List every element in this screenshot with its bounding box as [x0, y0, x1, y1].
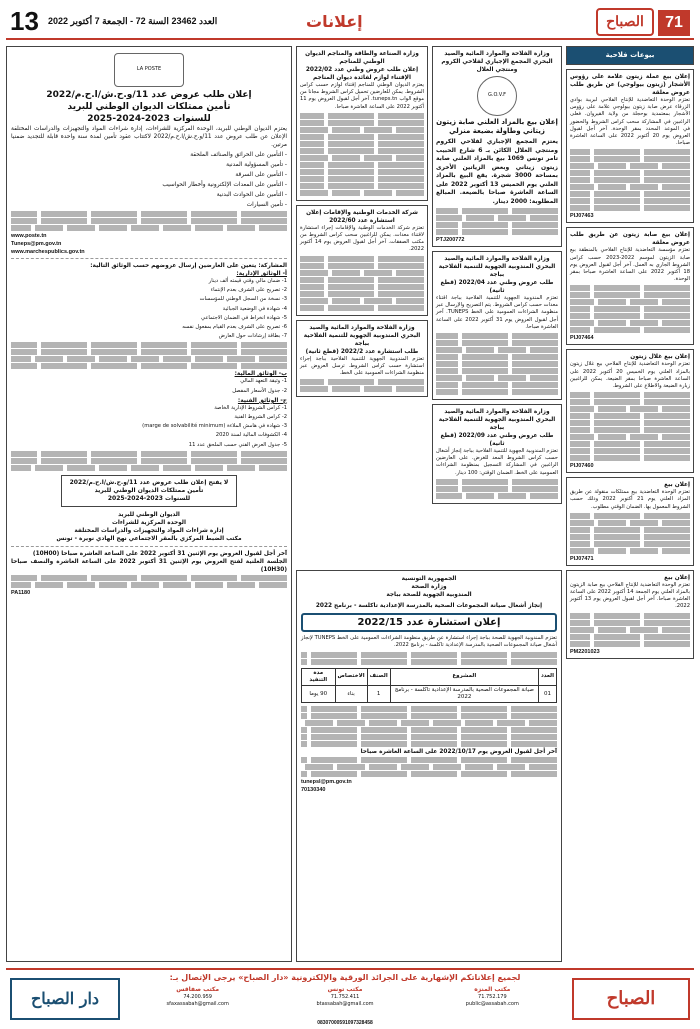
doc-item: 4- شهادة في الوضعية الجبائية — [222, 305, 287, 312]
section-title: إعلانات — [306, 12, 363, 31]
office-name: مكتب تونس — [327, 986, 363, 993]
ad-beja-tender-09 — [432, 404, 562, 504]
doc-item: 2- جدول الأسعار المفصل — [232, 387, 287, 394]
column-mines-office — [296, 46, 428, 566]
ad-body: تعتزم الوحدة التعاضدية للإنتاج الفلاحي لبريبة بوادي الزرقاء عرض صابة زيتون بيولوجي علامة على رؤوس الأشجار بمعتمدية بوحجلة من ولاية القيروان. فعلى الراغبين في المشاركة سحب كراس الشروط والحضور في الموعد المحدد بمقر الوحدة. آخر أجل لقبول العروض يوم 20 أكتوبر 2022 على الساعة العاشرة صباحا. — [570, 97, 690, 147]
footer-headline: لجميع إعلاناتكم الإشهارية على الجرائد الورقية والإلكترونية «دار الصباح» يرجى الإتصال بـ: — [169, 973, 521, 982]
gov-emblem-icon: G.O.V.F — [477, 76, 517, 116]
ministry-heading: وزارة الصناعة والطاقة والمناجم الديوان الوطني للمناجم — [305, 51, 419, 65]
ad-postal-insurance-tender — [6, 46, 292, 962]
table-header: العدد — [538, 668, 556, 685]
doc-item: 1- ضمان مالي وقتي قيمته ألف دينار — [208, 278, 287, 284]
table-header: الاختصاص — [335, 668, 367, 685]
table-header: الصنف — [367, 668, 390, 685]
ad-title: طلب عروض وطني عدد 2022/09 (قطع ثانية) — [440, 433, 554, 448]
ad-olive-sale-2 — [566, 227, 694, 345]
ad-ref: PM2201023 — [570, 648, 600, 655]
public-markets-link[interactable]: www.marchespublics.gov.tn — [11, 249, 85, 255]
ministry-heading: وزارة الفلاحة والموارد المائية والصيد البحري المندوبية الجهوية للتنمية الفلاحية بباجة — [438, 256, 556, 278]
table-header: مدة التنفيذ — [302, 668, 336, 685]
doc-item: 5- جدول العرض الفني حسب الملحق عدد 11 — [188, 441, 287, 448]
office-tunis — [421, 986, 564, 1022]
page-footer — [6, 968, 694, 1024]
column-vineyard-group — [432, 46, 562, 566]
issue-line: العدد 23462 السنة 72 - الجمعة 7 أكتوبر 2022 — [48, 16, 218, 26]
ad-body: تعتزم المندوبية الجهوية للتنمية الفلاحية بباجة اقتناء معدات حسب كراس الشروط. يتم التصريح والإرسال عبر منظومة الشراءات العمومية على الخط TUNEPS. آخر أجل لقبول العروض يوم 31 أكتوبر 2022 على الساعة العاشرة صباحا. — [436, 295, 559, 330]
office-email[interactable]: sfaxassabah@gmail.com — [166, 1001, 229, 1007]
agri-sales-title-box — [566, 46, 694, 65]
ad-ref: PA1180 — [11, 589, 31, 596]
doc-item: 6- تصريح على الشرف بعدم القيام بمفعول نفسه — [182, 324, 287, 331]
ad-heading: إعلان بيع صابة زيتون عن طريق طلب عروض مغلقة — [570, 232, 690, 247]
admin-docs-title: أ- الوثائق الإدارية: — [236, 271, 287, 277]
ad-ref: PTJ200772 — [436, 237, 465, 243]
doc-item: 4- الكشوفات المالية لسنة 2020 — [215, 432, 287, 439]
poste-logo-icon: LA POSTE — [114, 53, 184, 87]
ad-title: إعلان بيع بالمزاد العلني صابة زيتون زيتاني وطاولة بضيعة منزلي — [436, 118, 558, 135]
opening-line: الجلسة العلنية لفتح العروض يوم الإثنين 31 أكتوبر 2022 على الساعة العاشرة والنصف صباحا (10H30) — [11, 558, 287, 573]
office-sfax — [126, 986, 269, 1022]
ad-body: تعتزم الوحدة التعاضدية للإنتاج الفلاحي بيع غلال زيتون بالمزاد العلني يوم الخميس 20 أكتوبر 2022 على الساعة العاشرة صباحا بمقر الضيعة. يمكن للراغبين زيارة الضيعة والاطلاع على الشروط. — [570, 361, 691, 390]
poste-website-link[interactable]: www.poste.tn — [11, 233, 47, 239]
footer-account-line: 08307000591097328458 — [317, 1020, 373, 1026]
doc-item: 1- وثيقة التعهد المالي — [240, 378, 287, 385]
table-cell: 1 — [367, 686, 390, 703]
ad-mines-tender — [296, 46, 428, 201]
insurance-item: - التأمين على الحرائق والصنائف الملحقة — [190, 152, 287, 158]
page-header — [6, 6, 694, 40]
ad-body: تعتزم الوحدة التعاضدية بيع ممتلكات منقولة عن طريق المزاد العلني يوم 21 أكتوبر 2022 وذلك حسب الشروط المعمول بها. الضمان الوقتي مطلوب. — [570, 489, 690, 510]
tender-title: إعلان طلب عروض عدد 11/و.ح.ش/ا.ح.م/2022 تأمين ممتلكات الديوان الوطني للبريد للسنوات 2023-2024-2025 — [46, 90, 252, 124]
ad-heading: إعلان بيع — [664, 574, 690, 581]
conditions-title: المشاركة: يتعين على العارضين إرسال عروضهم حسب الوثائق التالية: — [90, 263, 287, 269]
ministry-heading: وزارة الفلاحة والموارد المائية والصيد البحري المندوبية الجهوية للتنمية الفلاحية بباجة — [438, 409, 556, 432]
ad-olive-sale-4 — [566, 477, 694, 566]
ad-title: طلب عروض وطني عدد 2022/04 (قطع ثانية) — [440, 280, 554, 294]
envelope-label-box: لا يفتح إعلان طلب عروض عدد 11/و.ح.ش/ا.ح.م/2022 تأمين ممتلكات الديوان الوطني للبريد للسنوات 2023-2024-2025 — [61, 475, 237, 507]
tech-docs-title: ج- الوثائق الفنية: — [237, 397, 287, 404]
ad-body: تعتزم مؤسسة التعاضدية للإنتاج الفلاحي بالمنطقة بيع صابة الزيتون لموسم 2022-2023 حسب كراس الشروط الجاري به العمل. آخر أجل لقبول العروض يوم 18 أكتوبر 2022 على الساعة العاشرة صباحا بمقر الوحدة. — [570, 247, 690, 283]
column-agri-sales — [566, 46, 694, 962]
ministry-heading: وزارة الفلاحة والموارد المائية والصيد البحري المندوبية الجهوية للتنمية الفلاحية بباجة — [303, 324, 421, 347]
footer-offices — [126, 986, 564, 1022]
newspaper-logo: الصباح — [596, 8, 654, 36]
consultation-banner: إعلان استشارة عدد 2022/15 — [301, 613, 557, 632]
ad-title: إنجاز أشغال صيانة المجموعات الصحية بالمدرسة الإعدادية تاكلسة - برنامج 2022 — [315, 603, 543, 609]
ad-heading: إعلان بيع — [664, 482, 690, 489]
deadline-line: آخر أجل لقبول العروض يوم 2022/10/17 على الساعة العاشرة صباحا — [360, 749, 557, 756]
ad-body: يعتزم الديوان الوطني للمناجم إقتناء لوازم حسب كراس الشروط. يمكن للعارضين تحميل كراس الشروط مجانا من موقع الواب tuneps.tn. آخر أجل لقبول العروض يوم 11 أكتوبر 2022 على الساعة العاشرة صباحا. — [300, 82, 424, 110]
table-cell: 90 يوما — [302, 686, 336, 703]
office-phone: 71.752.179 — [478, 994, 507, 1000]
insurance-item: - التأمين على السرقة — [235, 172, 287, 178]
office-phone: 71.752.411 — [330, 994, 360, 1000]
ad-heading: إعلان بيع عملة زيتون علامة على رؤوس الأشجار (زيتون بيولوجي) عن طريق طلب عروض مغلقة — [570, 74, 690, 96]
doc-item: 3- نسخة من السجل الوطني للمؤسسات — [199, 296, 287, 303]
ministry-heading: وزارة الفلاحة والموارد المائية والصيد البحري المجمع الإجباري لفلاحي الكروم ومنتجي الغلال — [441, 51, 553, 73]
ad-body: تعتزم الوحدة التعاضدية للإنتاج الفلاحي بيع صابة الزيتون بالمزاد العلني يوم الجمعة 14 أكتوبر 2022 على الساعة العاشرة صباحا. آخر أجل لقبول العروض يوم 13 أكتوبر 2022. — [570, 581, 690, 610]
doc-item: 1- كراس الشروط الإدارية الخاصة — [214, 404, 287, 411]
mailing-address: الديوان الوطني للبريد الوحدة المركزية للشراءات إدارة شراءات المواد والتجهيزات والدراسات المختلفة مكتب الضبط المركزي بالمقر الاجتماعي نهج الهادي نويرة - تونس — [56, 511, 242, 542]
ad-title: إعلان طلب عروض وطني عدد 2022/02 الإقتناء لوازم لفائدة ديوان المناجم — [305, 67, 419, 81]
ad-body: تعتزم شركة الخدمات الوطنية والإقامات إجراء استشارة لاقتناء معدات. يمكن للراغبين سحب كراس الشروط من مكتب الصفقات. آخر أجل لقبول العروض يوم 14 أكتوبر 2022. — [300, 224, 424, 253]
ad-ref: PIJ07460 — [570, 463, 594, 470]
table-cell: صيانة المجموعات الصحية بالمدرسة الإعدادية تاكلسة - برنامج 2022 — [390, 686, 538, 703]
logo-number: 71 — [658, 10, 690, 36]
project-table — [301, 668, 557, 704]
footer-logo-right: الصباح — [572, 978, 690, 1020]
doc-item: 2- كراس الشروط الفنية — [234, 414, 287, 421]
insurance-item: - تأمين المسؤولية المدنية — [226, 162, 287, 168]
ad-beja-consult — [296, 320, 428, 398]
ad-ref: PIJ07471 — [570, 555, 594, 562]
tender-intro: يعتزم الديوان الوطني للبريد، الوحدة المركزية للشراءات، إدارة شراءات المواد والتجهيزات والدراسات المختلفة الإعلان عن طلب عروض عدد 11/و.ح.ش/ا.ح.م/2022 لاكتتاب عقود تأمين لمدة سنة واحدة قابلة للتجديد ضمنيا مرتين. — [11, 126, 288, 148]
office-sousse — [273, 986, 416, 1022]
doc-item: 5- شهادة انخراط في الضمان الاجتماعي — [201, 314, 287, 321]
ad-body: تعتزم المندوبية الجهوية للتنمية الفلاحية بباجة إجراء استشارة حسب كراس الشروط. ترسل العروض عبر منظومة الشراءات العمومية على الخط. — [300, 355, 424, 377]
insurance-item: - التأمين على الحوادث البدنية — [216, 192, 287, 198]
contact-tel: 70130340 — [301, 787, 326, 794]
page-number: 13 — [10, 6, 39, 36]
ad-national-services — [296, 205, 428, 316]
ministry-heading: شركة الخدمات الوطنية والإقامات إعلان استشارة عدد 2022/60 — [306, 209, 418, 224]
ad-olive-sale-1 — [566, 69, 694, 223]
office-email[interactable]: public@assabah.com — [465, 1001, 519, 1007]
doc-item: 7- بطاقة إرشادات حول العارض — [218, 333, 287, 340]
ad-olive-sale-3 — [566, 349, 694, 473]
table-row — [302, 686, 557, 703]
table-header: المشروع — [390, 668, 538, 685]
ad-ref: PIJ07463 — [570, 213, 594, 220]
agri-sales-title: بيوعات فلاحية — [605, 51, 655, 59]
tuneps-email-link[interactable]: Tuneps@pm.gov.tn — [11, 241, 62, 247]
ad-ref: PIJ07464 — [570, 335, 594, 342]
ad-beja-tender-04 — [432, 251, 562, 400]
ad-beja-health-consult — [296, 570, 562, 962]
office-email[interactable]: btassabah@gmail.com — [316, 1001, 374, 1007]
table-cell: بناء — [335, 686, 367, 703]
insurance-item: - تأمين السيارات — [246, 202, 287, 208]
deadline-line: آخر أجل لقبول العروض يوم الإثنين 31 أكتوبر 2022 على الساعة العاشرة صباحا (10H00) — [32, 550, 287, 557]
ad-olive-sale-5 — [566, 570, 694, 659]
ad-vineyard-olive-auction — [432, 46, 562, 247]
ad-title: طلب استشارة عدد 2022/2 (قطع ثانية) — [305, 348, 419, 355]
insurance-item: - التأمين على المعدات الإلكترونية وأخطار الحواسيب — [162, 182, 287, 188]
table-cell: 01 — [538, 686, 556, 703]
ad-body: تعتزم المندوبية الجهوية للصحة بباجة إجراء استشارة عن طريق منظومة الشراءات العمومية على الخط TUNEPS لإنجاز أشغال صيانة المجموعات الصحية بالمدرسة الإعدادية تاكلسة - برنامج 2022. — [301, 635, 557, 649]
fin-docs-title: ب- الوثائق المالية: — [234, 371, 287, 378]
ad-body: تعتزم المندوبية الجهوية للتنمية الفلاحية بباجة إنجاز أشغال حسب كراس الشروط المعد للغرض. على العارضين الراغبين في المشاركة التسجيل بمنظومة الشراءات العمومية على الخط. الضمان الوقتي: 100 دينار. — [435, 448, 558, 476]
ministry-heading: الجمهورية التونسية وزارة الصحة المندوبية الجهوية للصحة بباجة — [386, 576, 472, 598]
ad-heading: إعلان بيع غلال زيتون — [630, 354, 690, 361]
contact-email: tunepsl@pm.gov.tn — [301, 779, 352, 786]
doc-item: 2- تصريح على الشرف بعدم الإنتماء — [210, 287, 287, 294]
doc-item: 3- شهادة في هامش الملاءة (marge de solvabilité minimum) — [142, 423, 287, 430]
ad-body: يعتزم المجمع الإجباري لفلاحي الكروم ومنتجي الغلال الكائن بـ 6 شارع الحبيب تامر تونس 1069 بيع بالمزاد العلني صابة زيتون زيتاني وبعض الزياتين الأخرى بمساحة 3000 شجرة. يقع البيع بالمزاد العلني يوم الخميس 13 أكتوبر 2022 على الساعة العاشرة صباحا بالضيعة. المبالغ المطلوبة: 2000 دينار. — [436, 138, 559, 205]
office-phone: 74.200.959 — [183, 994, 212, 1000]
office-name: مكتب المنزه — [474, 986, 511, 993]
office-name: مكتب صفاقس — [176, 986, 220, 993]
footer-logo-left: دار الصباح — [10, 978, 120, 1020]
